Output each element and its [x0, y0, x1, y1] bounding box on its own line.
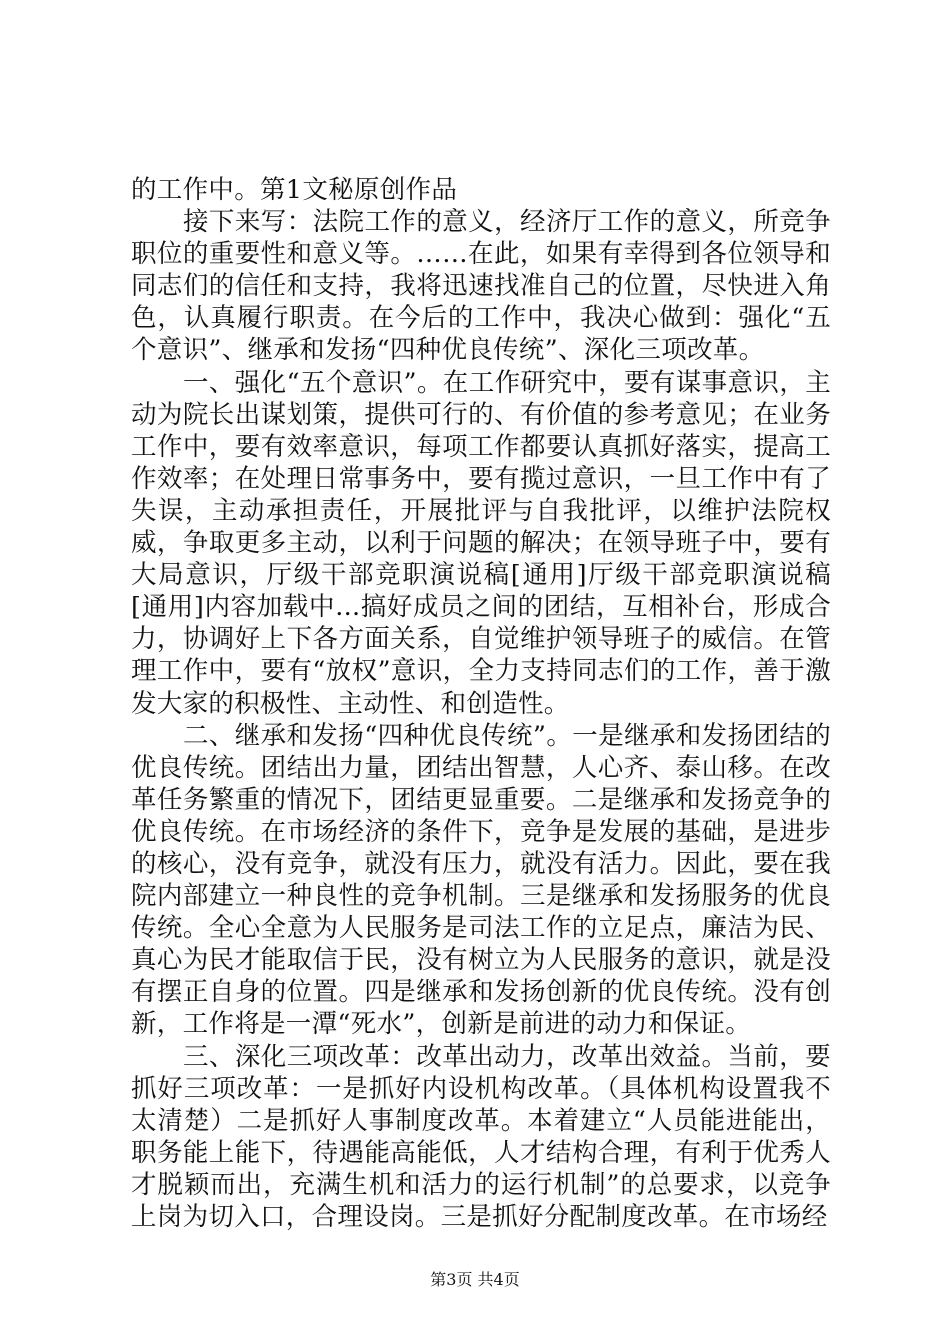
paragraph-1: 的工作中。第1文秘原创作品 — [131, 175, 458, 205]
page-footer: 第3页 共4页 — [430, 1270, 520, 1289]
paragraph-3: 一、强化“五个意识”。在工作研究中，要有谋事意识，主动为院长出谋划策，提供可行的、有价值的参考意见；在业务工作中，要有效率意识，每项工作都要认真抓好落实，提高工作效率；在处理日常事务中，要有揽过意识，一旦工作中有了失误，主动承担责任，开展批评与自我批评，以维护法院权威，争取更多主动，以利于问题的解决；在领导班子中，要有大局意识，厅级干部竞职演说稿[通用]厅级干部竞职演说稿[通用]内容加载中...搞好成员之间的团结，互相补台，形成合力，协调好上下各方面关系，自觉维护领导班子的威信。在管理工作中，要有“放权”意识，全力支持同志们的工作，善于激发大家的积极性、主动性、和创造性。 — [131, 367, 831, 719]
paragraph-4: 二、继承和发扬“四种优良传统”。一是继承和发扬团结的优良传统。团结出力量，团结出智慧，人心齐、泰山移。在改革任务繁重的情况下，团结更显重要。二是继承和发扬竞争的优良传统。在市场经济的条件下，竞争是发展的基础，是进步的核心，没有竞争，就没有压力，就没有活力。因此，要在我院内部建立一种良性的竞争机制。三是继承和发扬服务的优良传统。全心全意为人民服务是司法工作的立足点，廉洁为民、真心为民才能取信于民，没有树立为人民服务的意识，就是没有摆正自身的位置。四是继承和发扬创新的优良传统。没有创新，工作将是一潭“死水”，创新是前进的动力和保证。 — [131, 720, 831, 1040]
paragraph-5: 三、深化三项改革：改革出动力，改革出效益。当前，要抓好三项改革：一是抓好内设机构改革。（具体机构设置我不太清楚）二是抓好人事制度改革。本着建立“人员能进能出，职务能上能下，待遇能高能低，人才结构合理，有利于优秀人才脱颖而出，充满生机和活力的运行机制”的总要求，以竞争上岗为切入口，合理设岗。三是抓好分配制度改革。在市场经 — [131, 1041, 831, 1232]
document-body — [131, 174, 831, 1233]
paragraph-2: 接下来写：法院工作的意义，经济厅工作的意义，所竞争职位的重要性和意义等。……在此，如果有幸得到各位领导和同志们的信任和支持，我将迅速找准自己的位置，尽快进入角色，认真履行职责。在今后的工作中，我决心做到：强化“五个意识”、继承和发扬“四种优良传统”、深化三项改革。 — [131, 207, 831, 366]
